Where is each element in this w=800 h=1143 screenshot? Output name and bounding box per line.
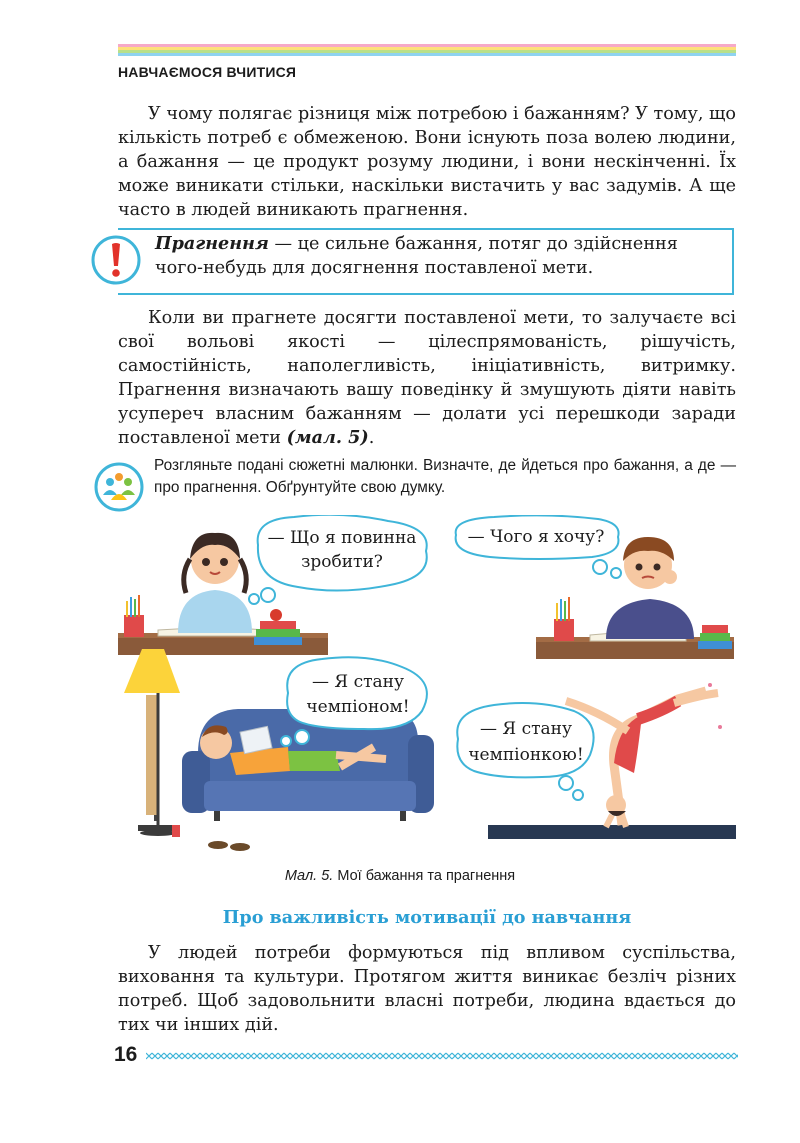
page-number: 16 — [114, 1043, 138, 1066]
subheading: Про важливість мотивації до навчання — [222, 907, 632, 928]
figure-caption — [0, 868, 800, 884]
group-work-icon — [94, 462, 144, 512]
header-stripe-blue — [118, 53, 736, 56]
paragraph-1-text: У чому полягає різниця між потребою і бажанням? У тому, що кількість потреб є обмеженою. Вони існують поза волею людини, а бажання — це продукт розуму людини, і вони нескінченні. Їх може виникати стільки, наскільки вистачить у вас задумів. А ще часто в людей виникають прагнення. — [118, 104, 736, 220]
figure-reference: (мал. 5) — [286, 427, 369, 448]
paragraph-3-text: У людей потреби формуються під впливом суспільства, виховання та культури. Протягом життя виникає безліч різних потреб. Щоб задовольнити власні потреби, людина вдається до тих чи інших дій. — [118, 943, 736, 1035]
paragraph-2 — [118, 306, 736, 450]
footer-ornament — [146, 1049, 738, 1061]
bubble-4-line-1: — Я стану — [480, 719, 572, 739]
section-header-title: НАВЧАЄМОСЯ ВЧИТИСЯ — [118, 64, 297, 80]
exclamation-icon — [91, 235, 141, 285]
definition-text — [155, 232, 727, 280]
bubble-4-line-2: чемпіонкою! — [468, 745, 584, 765]
caption-text: Мої бажання та прагнення — [333, 868, 516, 884]
bubble-3-line-1: — Я стану — [312, 672, 404, 692]
definition-body: — це сильне бажання, потяг до здійснення чого-небудь для досягнення поставленої мети. — [155, 234, 678, 278]
paragraph-3 — [118, 941, 736, 1037]
task-text: Розгляньте подані сюжетні малюнки. Визначте, де йдеться про бажання, а де — про прагнення. Обґрунтуйте свою думку. — [154, 457, 736, 496]
paragraph-2-text: Коли ви прагнете досягти поставленої мети, то залучаєте всі свої вольові якості — цілеспрямованість, рішучість, самостійність, наполегливість, ініціативність, витримку. Прагнення визначають вашу поведінку й змушують діяти навіть усупереч власним бажанням — долати усі перешкоди заради поставленої мети — [118, 308, 736, 448]
caption-label: Мал. 5. — [284, 868, 334, 884]
illustration-svg — [118, 515, 738, 860]
paragraph-2-end: . — [368, 428, 375, 448]
thought-bubble-1 — [249, 515, 427, 604]
bubble-2-line-1: — Чого я хочу? — [467, 527, 605, 547]
thought-bubble-2 — [456, 515, 621, 578]
illustration-panel — [118, 515, 738, 860]
bubble-1-line-2: зробити? — [301, 552, 383, 572]
definition-term: Прагнення — [155, 233, 269, 254]
bubble-3-line-2: чемпіоном! — [306, 697, 410, 717]
paragraph-1 — [118, 102, 736, 222]
thought-bubble-4 — [457, 703, 593, 800]
bubble-1-line-1: — Що я повинна — [267, 528, 417, 548]
